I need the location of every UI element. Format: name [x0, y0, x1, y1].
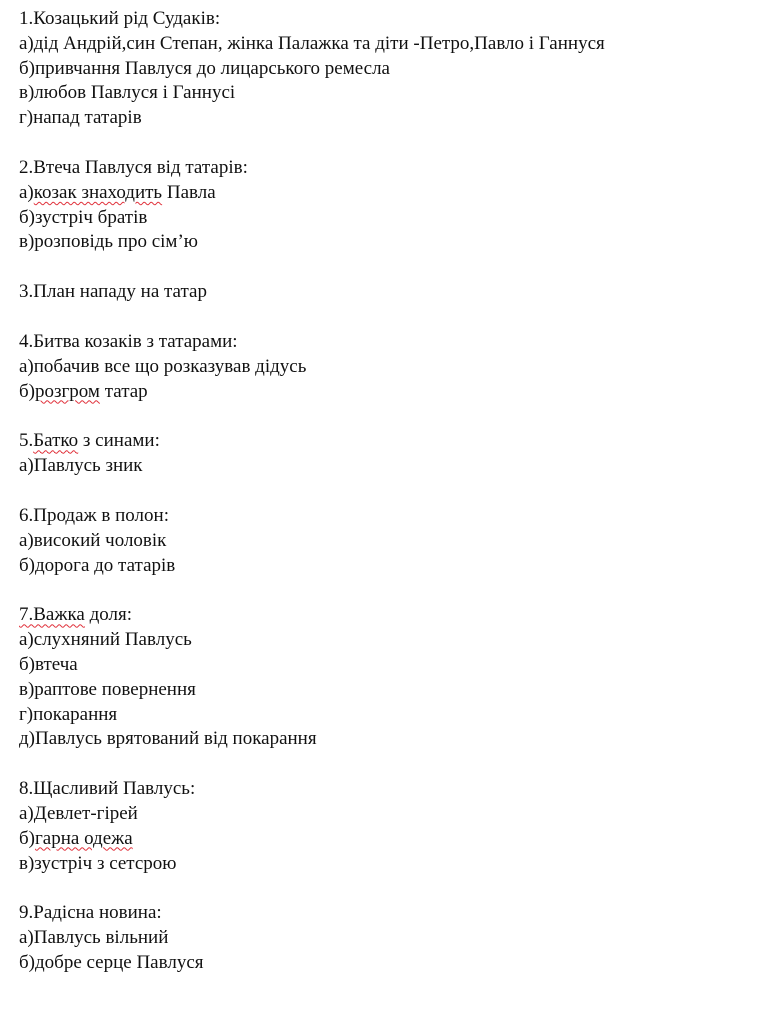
- section-heading: 3.План нападу на татар: [19, 281, 207, 303]
- section-4: [19, 330, 768, 404]
- section-heading: 8.Щасливий Павлусь:: [19, 778, 196, 800]
- list-item: а)Павлусь зник: [19, 455, 143, 477]
- list-item: а)слухняний Павлусь: [19, 629, 192, 651]
- spellcheck-underline: гарна одежа: [35, 827, 133, 849]
- section-9: [19, 901, 768, 975]
- list-item: б)зустріч братів: [19, 206, 148, 228]
- list-item: г)покарання: [19, 703, 118, 725]
- list-item: в)раптове повернення: [19, 678, 196, 700]
- section-6: [19, 504, 768, 578]
- list-item: д)Павлусь врятований від покарання: [19, 728, 317, 750]
- section-1: [19, 7, 768, 131]
- section-heading: 9.Радісна новина:: [19, 902, 162, 924]
- list-item: в)зустріч з сетсрою: [19, 852, 177, 874]
- list-item: б)добре серце Павлуся: [19, 951, 204, 973]
- section-8: [19, 777, 768, 876]
- list-item: а)дід Андрій,син Степан, жінка Палажка та діти -Петро,Павло і Ганнуся: [19, 32, 605, 54]
- list-item: б)розгром татар: [19, 380, 148, 402]
- list-item: б)привчання Павлуся до лицарського ремесла: [19, 57, 390, 79]
- list-item: б)гарна одежа: [19, 827, 133, 849]
- list-item: б)втеча: [19, 653, 78, 675]
- section-7: [19, 603, 768, 752]
- list-item: б)дорога до татарів: [19, 554, 176, 576]
- list-item: а)Павлусь вільний: [19, 927, 169, 949]
- list-item: а)побачив все що розказував дідусь: [19, 355, 307, 377]
- section-heading: 6.Продаж в полон:: [19, 504, 169, 526]
- spellcheck-underline: Батко: [33, 430, 79, 452]
- list-item: г)напад татарів: [19, 107, 142, 129]
- list-item: а)Девлет-гірей: [19, 802, 138, 824]
- spellcheck-underline: козак знаходить: [33, 181, 163, 203]
- list-item: а)козак знаходить Павла: [19, 181, 216, 203]
- section-heading: 2.Втеча Павлуся від татарів:: [19, 156, 248, 178]
- list-item: в)любов Павлуся і Ганнусі: [19, 82, 236, 104]
- section-heading: 5.Батко з синами:: [19, 430, 160, 452]
- section-heading: 7.Важка доля:: [19, 604, 133, 626]
- list-item: в)розповідь про сім’ю: [19, 231, 198, 253]
- section-heading: 1.Козацький рід Судаків:: [19, 8, 221, 29]
- section-5: [19, 429, 768, 479]
- section-3: [19, 280, 768, 305]
- section-2: [19, 156, 768, 255]
- list-item: а)високий чоловік: [19, 529, 167, 551]
- spellcheck-underline: розгром: [35, 380, 100, 402]
- section-heading: 4.Битва козаків з татарами:: [19, 330, 238, 352]
- spellcheck-underline: 7.Важка: [19, 604, 85, 626]
